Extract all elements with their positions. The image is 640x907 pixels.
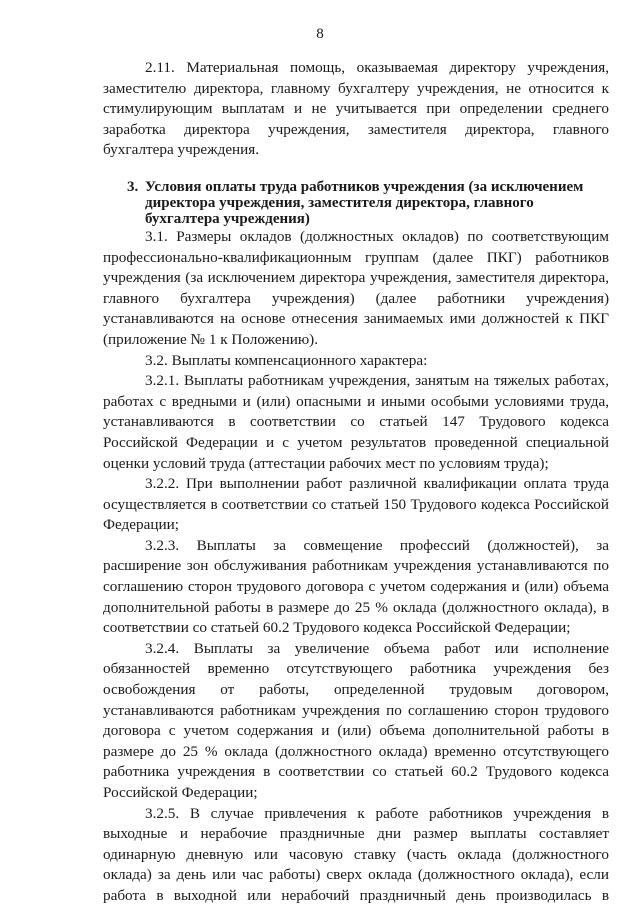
section-3-number: 3. — [127, 178, 139, 195]
document-body — [103, 58, 609, 907]
paragraph-2-11: 2.11. Материальная помощь, оказываемая директору учреждения, заместителю директора, главному бухгалтеру учреждения, не относится к стимулирующим выплатам и не учитывается при определении среднего заработка директора учреждения, заместителя директора, главного бухгалтера учреждения. — [103, 59, 609, 159]
page-number: 8 — [316, 26, 324, 42]
paragraph-3-2-5: 3.2.5. В случае привлечения к работе работников учреждения в выходные и нерабочие праздничные дни размер выплаты составляет одинарную дневную или часовую ставку (часть оклада (должностного оклада) за день или час работы) сверх оклада (должностного оклада), если работа в выходной или нерабочий праздничный день производилась в — [103, 804, 609, 904]
paragraph-3-2-4: 3.2.4. Выплаты за увеличение объема работ или исполнение обязанностей временно отсутствующего работника учреждения без освобождения от работы, определенной трудовым договором, устанавливаются работникам учреждения по соглашению сторон трудового договора с учетом содержания и (или) объема дополнительной работы в размере до 25 % оклада (должностного оклада) временно отсутствующего работника учреждения в соответствии со статьей 60.2 Трудового кодекса Российской Федерации; — [103, 639, 609, 801]
paragraph-3-1: 3.1. Размеры окладов (должностных окладов) по соответствующим профессионально-квалификационным группам (далее ПКГ) работников учреждения (за исключением директора учреждения, заместителя директора, главного бухгалтера учреждения) (далее работники учреждения) устанавливаются на основе отнесения занимаемых ими должностей к ПКГ (приложение № 1 к Положению). — [103, 227, 609, 348]
section-3-title: Условия оплаты труда работников учреждения (за исключением директора учреждения, заместителя директора, главного бухгалтера учреждения) — [145, 178, 584, 227]
paragraph-3-2: 3.2. Выплаты компенсационного характера: — [145, 351, 428, 369]
section-3-heading — [103, 179, 609, 227]
paragraph-3-2-2: 3.2.2. При выполнении работ различной квалификации оплата труда осуществляется в соответствии со статьей 150 Трудового кодекса Российской Федерации; — [103, 475, 609, 534]
paragraph-3-2-1: 3.2.1. Выплаты работникам учреждения, занятым на тяжелых работах, работах с вредными и (или) опасными и иными особыми условиями труда, устанавливаются в соответствии со статьей 147 Трудового кодекса Российской Федерации и с учетом результатов проведенной специальной оценки условий труда (аттестации рабочих мест по условиям труда); — [103, 372, 609, 472]
paragraph-3-2-3: 3.2.3. Выплаты за совмещение профессий (должностей), за расширение зон обслуживания работникам учреждения устанавливаются по соглашению сторон трудового договора с учетом содержания и (или) объема дополнительной работы в размере до 25 % оклада (должностного оклада), в соответствии со статьей 60.2 Трудового кодекса Российской Федерации; — [103, 536, 609, 637]
